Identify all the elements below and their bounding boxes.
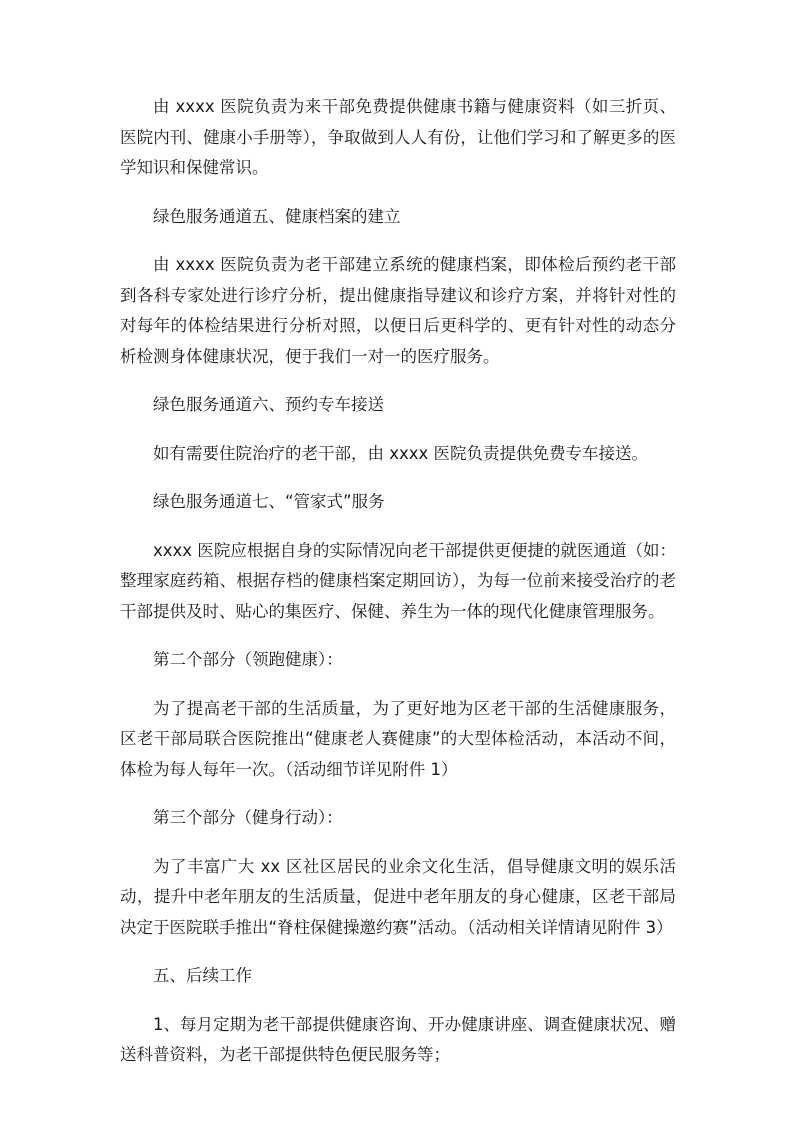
paragraph-butler-service: xxxx 医院应根据自身的实际情况向老干部提供更便捷的就医通道（如：整理家庭药箱、根据存档的健康档案定期回访），为每一位前来接受治疗的老干部提供及时、贴心的集医疗、保健、养生为一体的现代化健康管理服务。 (120, 540, 676, 621)
heading-part-two: 第二个部分（领跑健康）： (153, 650, 343, 669)
paragraph-shuttle: 如有需要住院治疗的老干部，由 xxxx 医院负责提供免费专车接送。 (153, 443, 649, 463)
paragraph-health-records: 由 xxxx 医院负责为老干部建立系统的健康档案，即体检后预约老干部到各科专家处进行诊疗分析，提出健康指导建议和诊疗方案，并将针对性的对每年的体检结果进行分析对照，以便日后更科学的、更有针对性的动态分析检测身体健康状况，便于我们一对一的医疗服务。 (120, 255, 676, 366)
heading-channel-five: 绿色服务通道五、健康档案的建立 (153, 206, 401, 226)
paragraph-monthly-service: 1、每月定期为老干部提供健康咨询、开办健康讲座、调查健康状况、赠送科普资料，为老干部提供特色便民服务等； (120, 1014, 676, 1064)
heading-channel-seven: 绿色服务通道七、“管家式”服务 (153, 492, 385, 511)
heading-channel-six: 绿色服务通道六、预约专车接送 (153, 395, 384, 414)
paragraph-fitness-event: 为了丰富广大 xx 区社区居民的业余文化生活，倡导健康文明的娱乐活动，提升中老年朋友的生活质量，促进中老年朋友的身心健康，区老干部局决定于医院联手推出“脊柱保健操邀约赛”活动。（活动相关详情请见附件 3） (120, 856, 676, 937)
heading-follow-up: 五、后续工作 (153, 966, 252, 985)
paragraph-health-materials: 由 xxxx 医院负责为来干部免费提供健康书籍与健康资料（如三折页、医院内刊、健康小手册等），争取做到人人有份，让他们学习和了解更多的医学知识和保健常识。 (120, 97, 676, 177)
heading-part-three: 第三个部分（健身行动）： (153, 808, 343, 827)
document-page (120, 92, 676, 1071)
paragraph-checkup-event: 为了提高老干部的生活质量，为了更好地为区老干部的生活健康服务，区老干部局联合医院推出“健康老人赛健康”的大型体检活动，本活动不间，体检为每人每年一次。（活动细节详见附件 1） (120, 698, 676, 779)
